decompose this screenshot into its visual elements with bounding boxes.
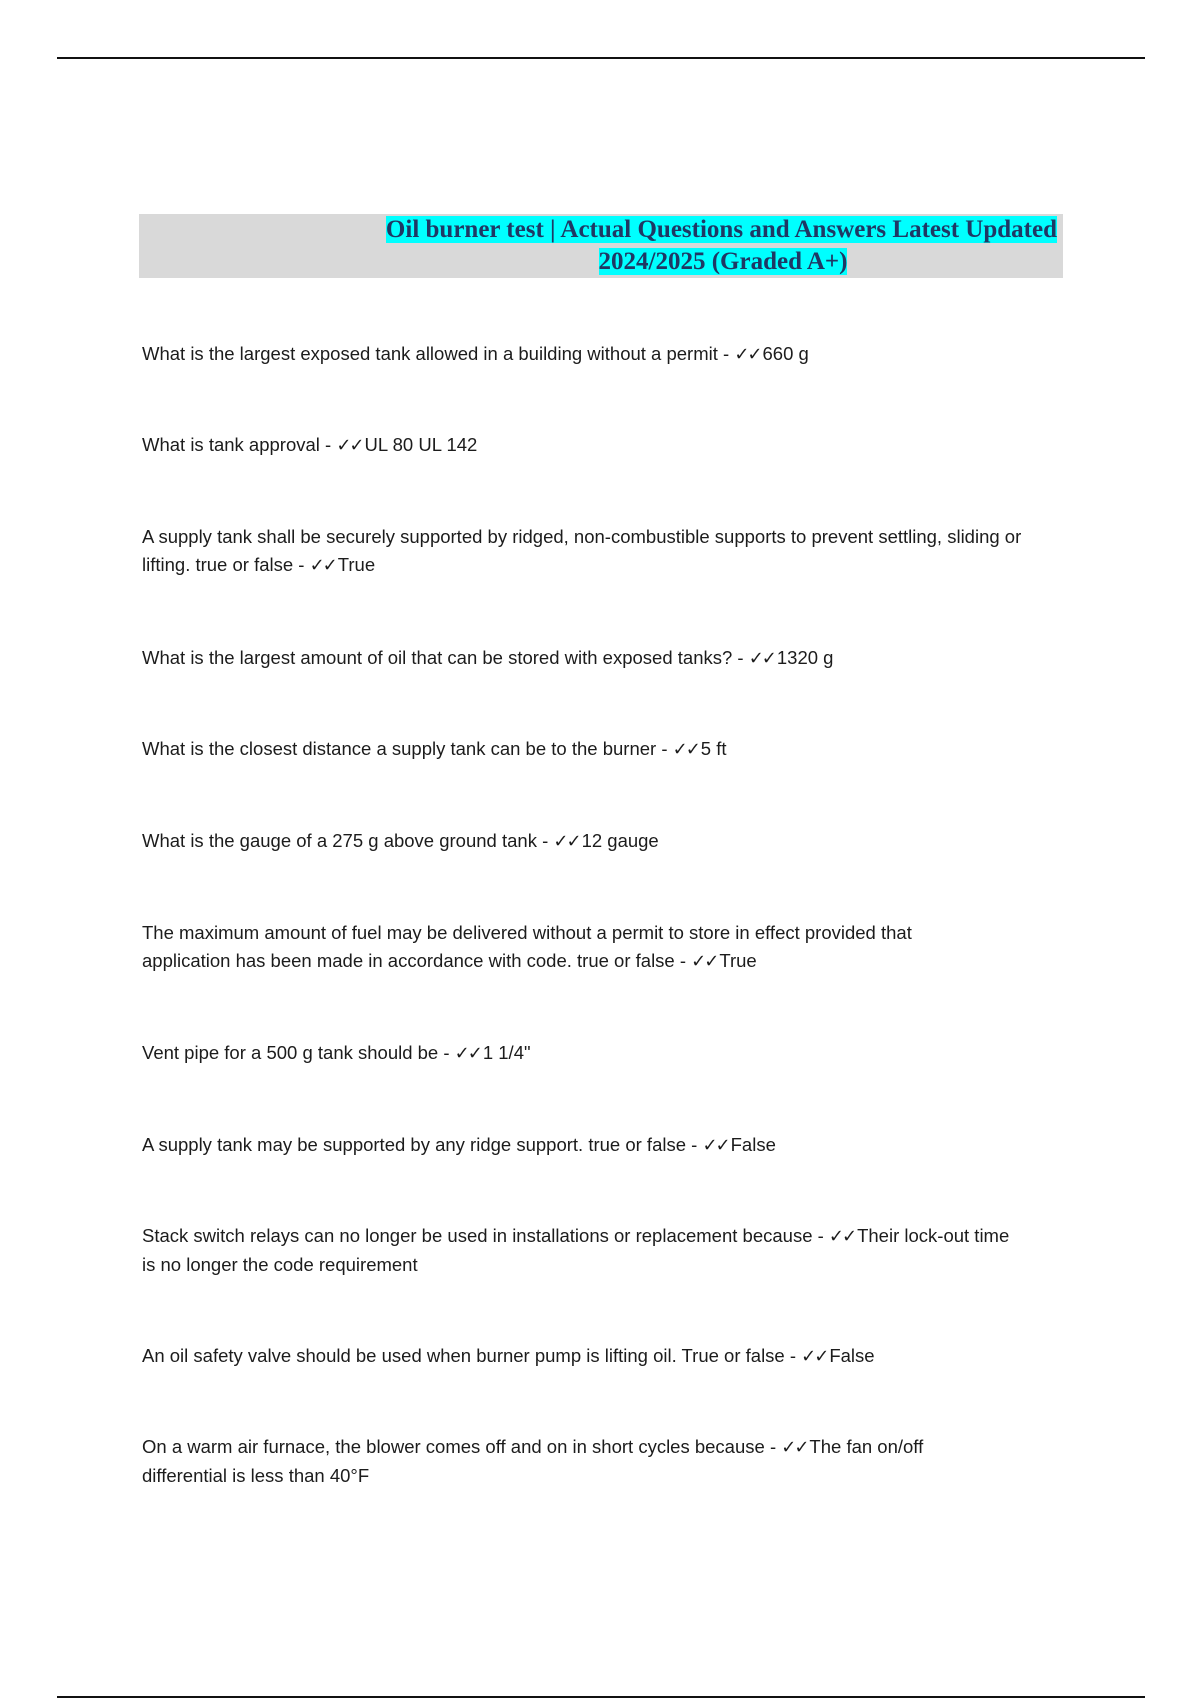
double-check-icon: ✓✓: [702, 1135, 729, 1156]
qa-item: [142, 919, 962, 976]
answer-text: False: [829, 1345, 875, 1366]
qa-item: [142, 735, 1022, 764]
question-text: An oil safety valve should be used when burner pump is lifting oil. True or false -: [142, 1345, 802, 1366]
qa-item: [142, 1039, 1022, 1068]
double-check-icon: ✓✓: [828, 1226, 856, 1247]
question-text: A supply tank may be supported by any ridge support. true or false -: [142, 1134, 703, 1155]
qa-item: [142, 827, 1022, 856]
question-text: What is the largest exposed tank allowed in a building without a permit -: [142, 343, 735, 364]
question-text: A supply tank shall be securely supported by ridged, non-combustible supports to prevent settling, sliding or lifting. true or false -: [142, 526, 1022, 575]
bottom-rule: [57, 1696, 1145, 1698]
qa-item: [142, 523, 1022, 580]
question-text: What is the gauge of a 275 g above ground tank -: [142, 830, 554, 851]
title-line-2: 2024/2025 (Graded A+): [598, 248, 848, 275]
qa-item: [142, 644, 1022, 673]
answer-text: 1320 g: [776, 647, 834, 668]
qa-item: [142, 1131, 1022, 1160]
qa-item: [142, 1342, 1022, 1371]
document-title: [139, 214, 1057, 278]
double-check-icon: ✓✓: [454, 1043, 481, 1064]
answer-text: Their lock-out time is no longer the code requirement: [142, 1225, 1010, 1275]
answer-text: 5 ft: [700, 738, 727, 759]
qa-item: [142, 431, 1022, 460]
question-text: On a warm air furnace, the blower comes off and on in short cycles because -: [142, 1436, 782, 1457]
double-check-icon: ✓✓: [781, 1437, 808, 1458]
answer-text: The fan on/off differential is less than 40°F: [142, 1436, 924, 1486]
question-text: Vent pipe for a 500 g tank should be -: [142, 1042, 455, 1063]
question-text: Stack switch relays can no longer be used in installations or replacement because -: [142, 1225, 829, 1246]
answer-text: True: [719, 950, 757, 971]
answer-text: 12 gauge: [581, 830, 659, 851]
question-text: What is tank approval -: [142, 434, 337, 455]
question-text: What is the largest amount of oil that can be stored with exposed tanks? -: [142, 647, 749, 668]
answer-text: True: [337, 554, 376, 575]
title-line-1: Oil burner test | Actual Questions and Answers Latest Updated: [385, 216, 1057, 243]
double-check-icon: ✓✓: [691, 951, 718, 972]
double-check-icon: ✓✓: [336, 435, 363, 456]
qa-item: [142, 1433, 942, 1490]
answer-text: 1 1/4": [482, 1042, 531, 1063]
qa-item: [142, 340, 902, 369]
answer-text: UL 80 UL 142: [364, 434, 478, 455]
double-check-icon: ✓✓: [734, 344, 761, 365]
qa-item: [142, 1222, 1012, 1279]
answer-text: 660 g: [762, 343, 809, 364]
double-check-icon: ✓✓: [553, 831, 580, 852]
double-check-icon: ✓✓: [801, 1346, 828, 1367]
answer-text: False: [730, 1134, 776, 1155]
double-check-icon: ✓✓: [672, 739, 699, 760]
top-rule: [57, 57, 1145, 59]
double-check-icon: ✓✓: [748, 648, 775, 669]
question-text: The maximum amount of fuel may be delivered without a permit to store in effect provided that application has been made in accordance with code. true or false -: [142, 922, 912, 971]
double-check-icon: ✓✓: [309, 555, 336, 576]
question-text: What is the closest distance a supply tank can be to the burner -: [142, 738, 673, 759]
